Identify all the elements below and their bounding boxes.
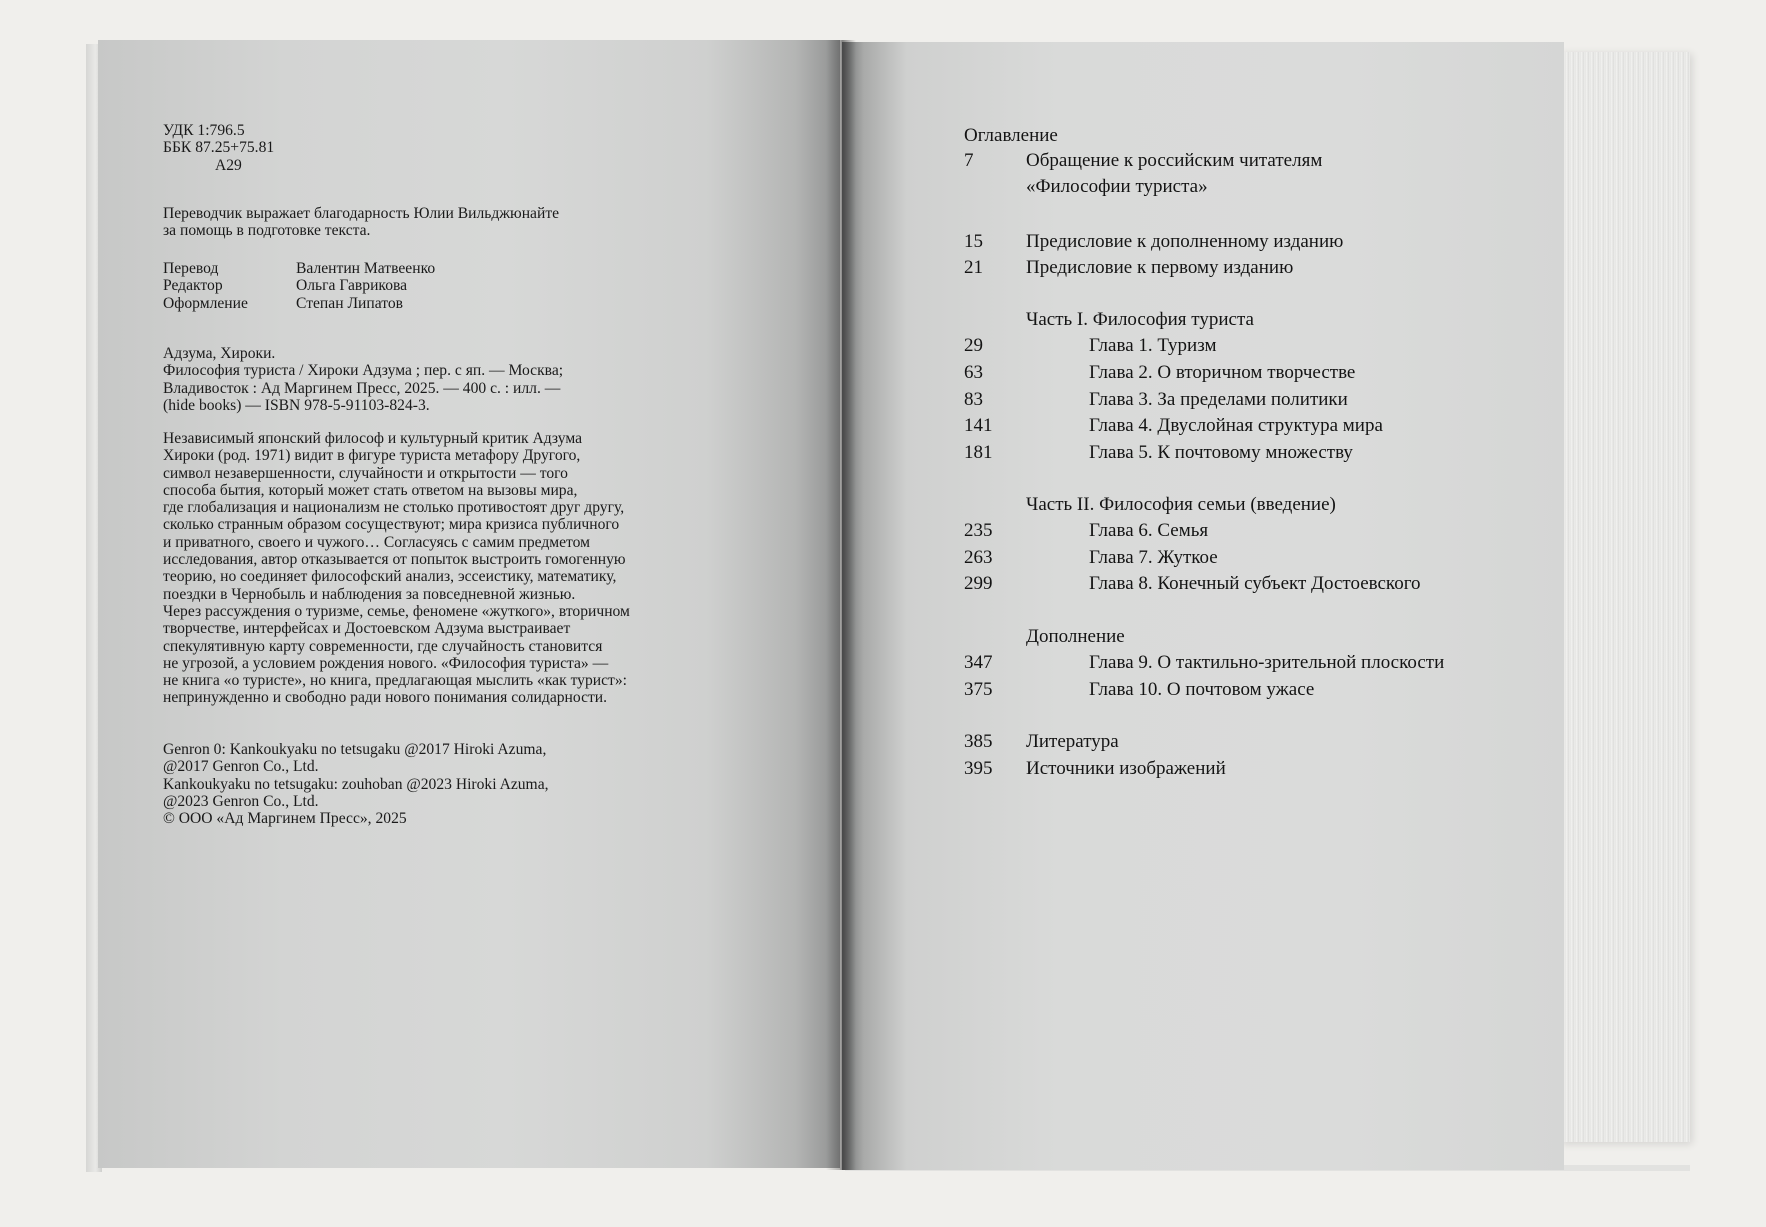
biblio-line: Владивосток : Ад Маргинем Пресс, 2025. — 400 с. : илл. —: [163, 379, 561, 397]
credit-name: Ольга Гаврикова: [296, 277, 408, 295]
toc-page-number: 7: [964, 150, 974, 171]
toc-entry-title: Часть I. Философия туриста: [1026, 309, 1254, 330]
toc-entry-title: Глава 6. Семья: [1089, 520, 1209, 541]
copyright-line: Genron 0: Kankoukyaku no tetsugaku @2017 Hiroki Azuma,: [163, 741, 547, 758]
credits-block: [163, 260, 435, 312]
toc-entry-title: Глава 8. Конечный субъект Достоевского: [1089, 573, 1421, 594]
copyright-block: [163, 741, 549, 827]
toc-page-number: 263: [964, 547, 993, 568]
credit-name: Степан Липатов: [296, 294, 403, 312]
bibliographic-record: [163, 345, 563, 414]
annotation-line: Независимый японский философ и культурный критик Адзума: [163, 430, 583, 447]
credit-row: [163, 277, 435, 294]
toc-entry-title: Дополнение: [1026, 626, 1125, 647]
credit-row: [163, 295, 435, 312]
annotation-line: исследования, автор отказывается от попыток выстроить гомогенную: [163, 551, 626, 569]
thanks-line: за помощь в подготовке текста.: [163, 222, 371, 240]
toc-entry-title: Глава 7. Жуткое: [1089, 547, 1218, 568]
toc-page-number: 21: [964, 257, 983, 278]
left-page: [98, 40, 840, 1168]
toc-entry-title: Глава 3. За пределами политики: [1089, 389, 1348, 410]
biblio-line: Философия туриста / Хироки Адзума ; пер. с яп. — Москва;: [163, 362, 564, 380]
toc-page-number: 29: [964, 335, 983, 356]
toc-entry-title: Предисловие к дополненному изданию: [1026, 231, 1344, 252]
toc-page-number: 395: [964, 758, 993, 779]
annotation-line: поездки в Чернобыль и наблюдения за повседневной жизнью.: [163, 585, 576, 603]
copyright-line: @2017 Genron Co., Ltd.: [163, 758, 319, 776]
toc-entry-title: Глава 1. Туризм: [1089, 335, 1217, 356]
thanks-line: Переводчик выражает благодарность Юлии Вильджюнайте: [163, 205, 560, 222]
credit-role: Редактор: [163, 277, 223, 295]
toc-entry-title: Литература: [1026, 731, 1119, 752]
toc-entry-title: Глава 10. О почтовом ужасе: [1089, 679, 1315, 700]
toc-page-number: 181: [964, 442, 993, 463]
toc-page-number: 385: [964, 731, 993, 752]
credit-name: Валентин Матвеенко: [296, 260, 436, 277]
right-page: [842, 42, 1564, 1170]
author-mark: А29: [215, 156, 242, 174]
toc-page-number: 235: [964, 520, 993, 541]
biblio-line: (hide books) — ISBN 978-5-91103-824-3.: [163, 396, 430, 414]
credit-role: Перевод: [163, 260, 219, 277]
bbk-code: ББК 87.25+75.81: [163, 139, 275, 157]
annotation-line: Хироки (род. 1971) видит в фигуре туриста метафору Другого,: [163, 447, 581, 465]
annotation-line: теорию, но соединяет философский анализ, эссеистику, математику,: [163, 568, 617, 586]
toc-page-number: 141: [964, 415, 993, 436]
toc-page-number: 347: [964, 652, 993, 673]
annotation-line: не книга «о туристе», но книга, предлагающая мыслить «как турист»:: [163, 672, 627, 690]
toc-entry-title: Обращение к российским читателям: [1026, 150, 1323, 171]
copyright-line: © ООО «Ад Маргинем Пресс», 2025: [163, 810, 407, 828]
annotation-line: непринужденно и свободно ради нового понимания солидарности.: [163, 689, 608, 707]
toc-page-number: 375: [964, 679, 993, 700]
copyright-line: @2023 Genron Co., Ltd.: [163, 792, 319, 810]
annotation-line: символ незавершенности, случайности и открытости — того: [163, 464, 568, 482]
toc-page-number: 15: [964, 231, 983, 252]
toc-entry-title: Источники изображений: [1026, 758, 1226, 779]
credit-row: [163, 260, 435, 277]
annotation-line: и приватного, своего и чужого… Согласуясь с самим предметом: [163, 533, 591, 551]
toc-entry-title: Глава 5. К почтовому множеству: [1089, 442, 1353, 463]
annotation-line: творчестве, интерфейсах и Достоевском Адзума выстраивает: [163, 620, 571, 638]
annotation-line: способа бытия, который может стать ответом на вызовы мира,: [163, 481, 578, 499]
annotation-line: не угрозой, а условием рождения нового. «Философия туриста» —: [163, 654, 609, 672]
credit-role: Оформление: [163, 294, 248, 312]
toc-entry-title: Глава 9. О тактильно-зрительной плоскости: [1089, 652, 1445, 673]
toc-entry-title: Глава 4. Двуслойная структура мира: [1089, 415, 1383, 436]
toc-title: Оглавление: [964, 125, 1058, 146]
acknowledgement: [163, 205, 559, 240]
annotation-line: Через рассуждения о туризме, семье, феномене «жуткого», вторичном: [163, 602, 630, 620]
book-gutter: [826, 40, 856, 1170]
toc-page-number: 63: [964, 362, 983, 383]
toc-page-number: 299: [964, 573, 993, 594]
biblio-line: Адзума, Хироки.: [163, 345, 276, 362]
annotation-line: где глобализация и национализм не столько противостоят друг другу,: [163, 499, 625, 517]
annotation-line: спекулятивную карту современности, где случайность становится: [163, 637, 603, 655]
toc-page-number: 83: [964, 389, 983, 410]
classification-block: [163, 122, 274, 174]
toc-entry-title: «Философии туриста»: [1026, 176, 1208, 197]
toc-entry-title: Часть II. Философия семьи (введение): [1026, 494, 1336, 515]
right-page-edges: [1560, 52, 1690, 1142]
annotation: [163, 430, 630, 707]
udk-code: УДК 1:796.5: [163, 122, 245, 139]
copyright-line: Kankoukyaku no tetsugaku: zouhoban @2023 Hiroki Azuma,: [163, 775, 549, 793]
toc-entry-title: Предисловие к первому изданию: [1026, 257, 1294, 278]
annotation-line: сколько странным образом сосуществуют; мира кризиса публичного: [163, 516, 620, 534]
toc-entry-title: Глава 2. О вторичном творчестве: [1089, 362, 1356, 383]
